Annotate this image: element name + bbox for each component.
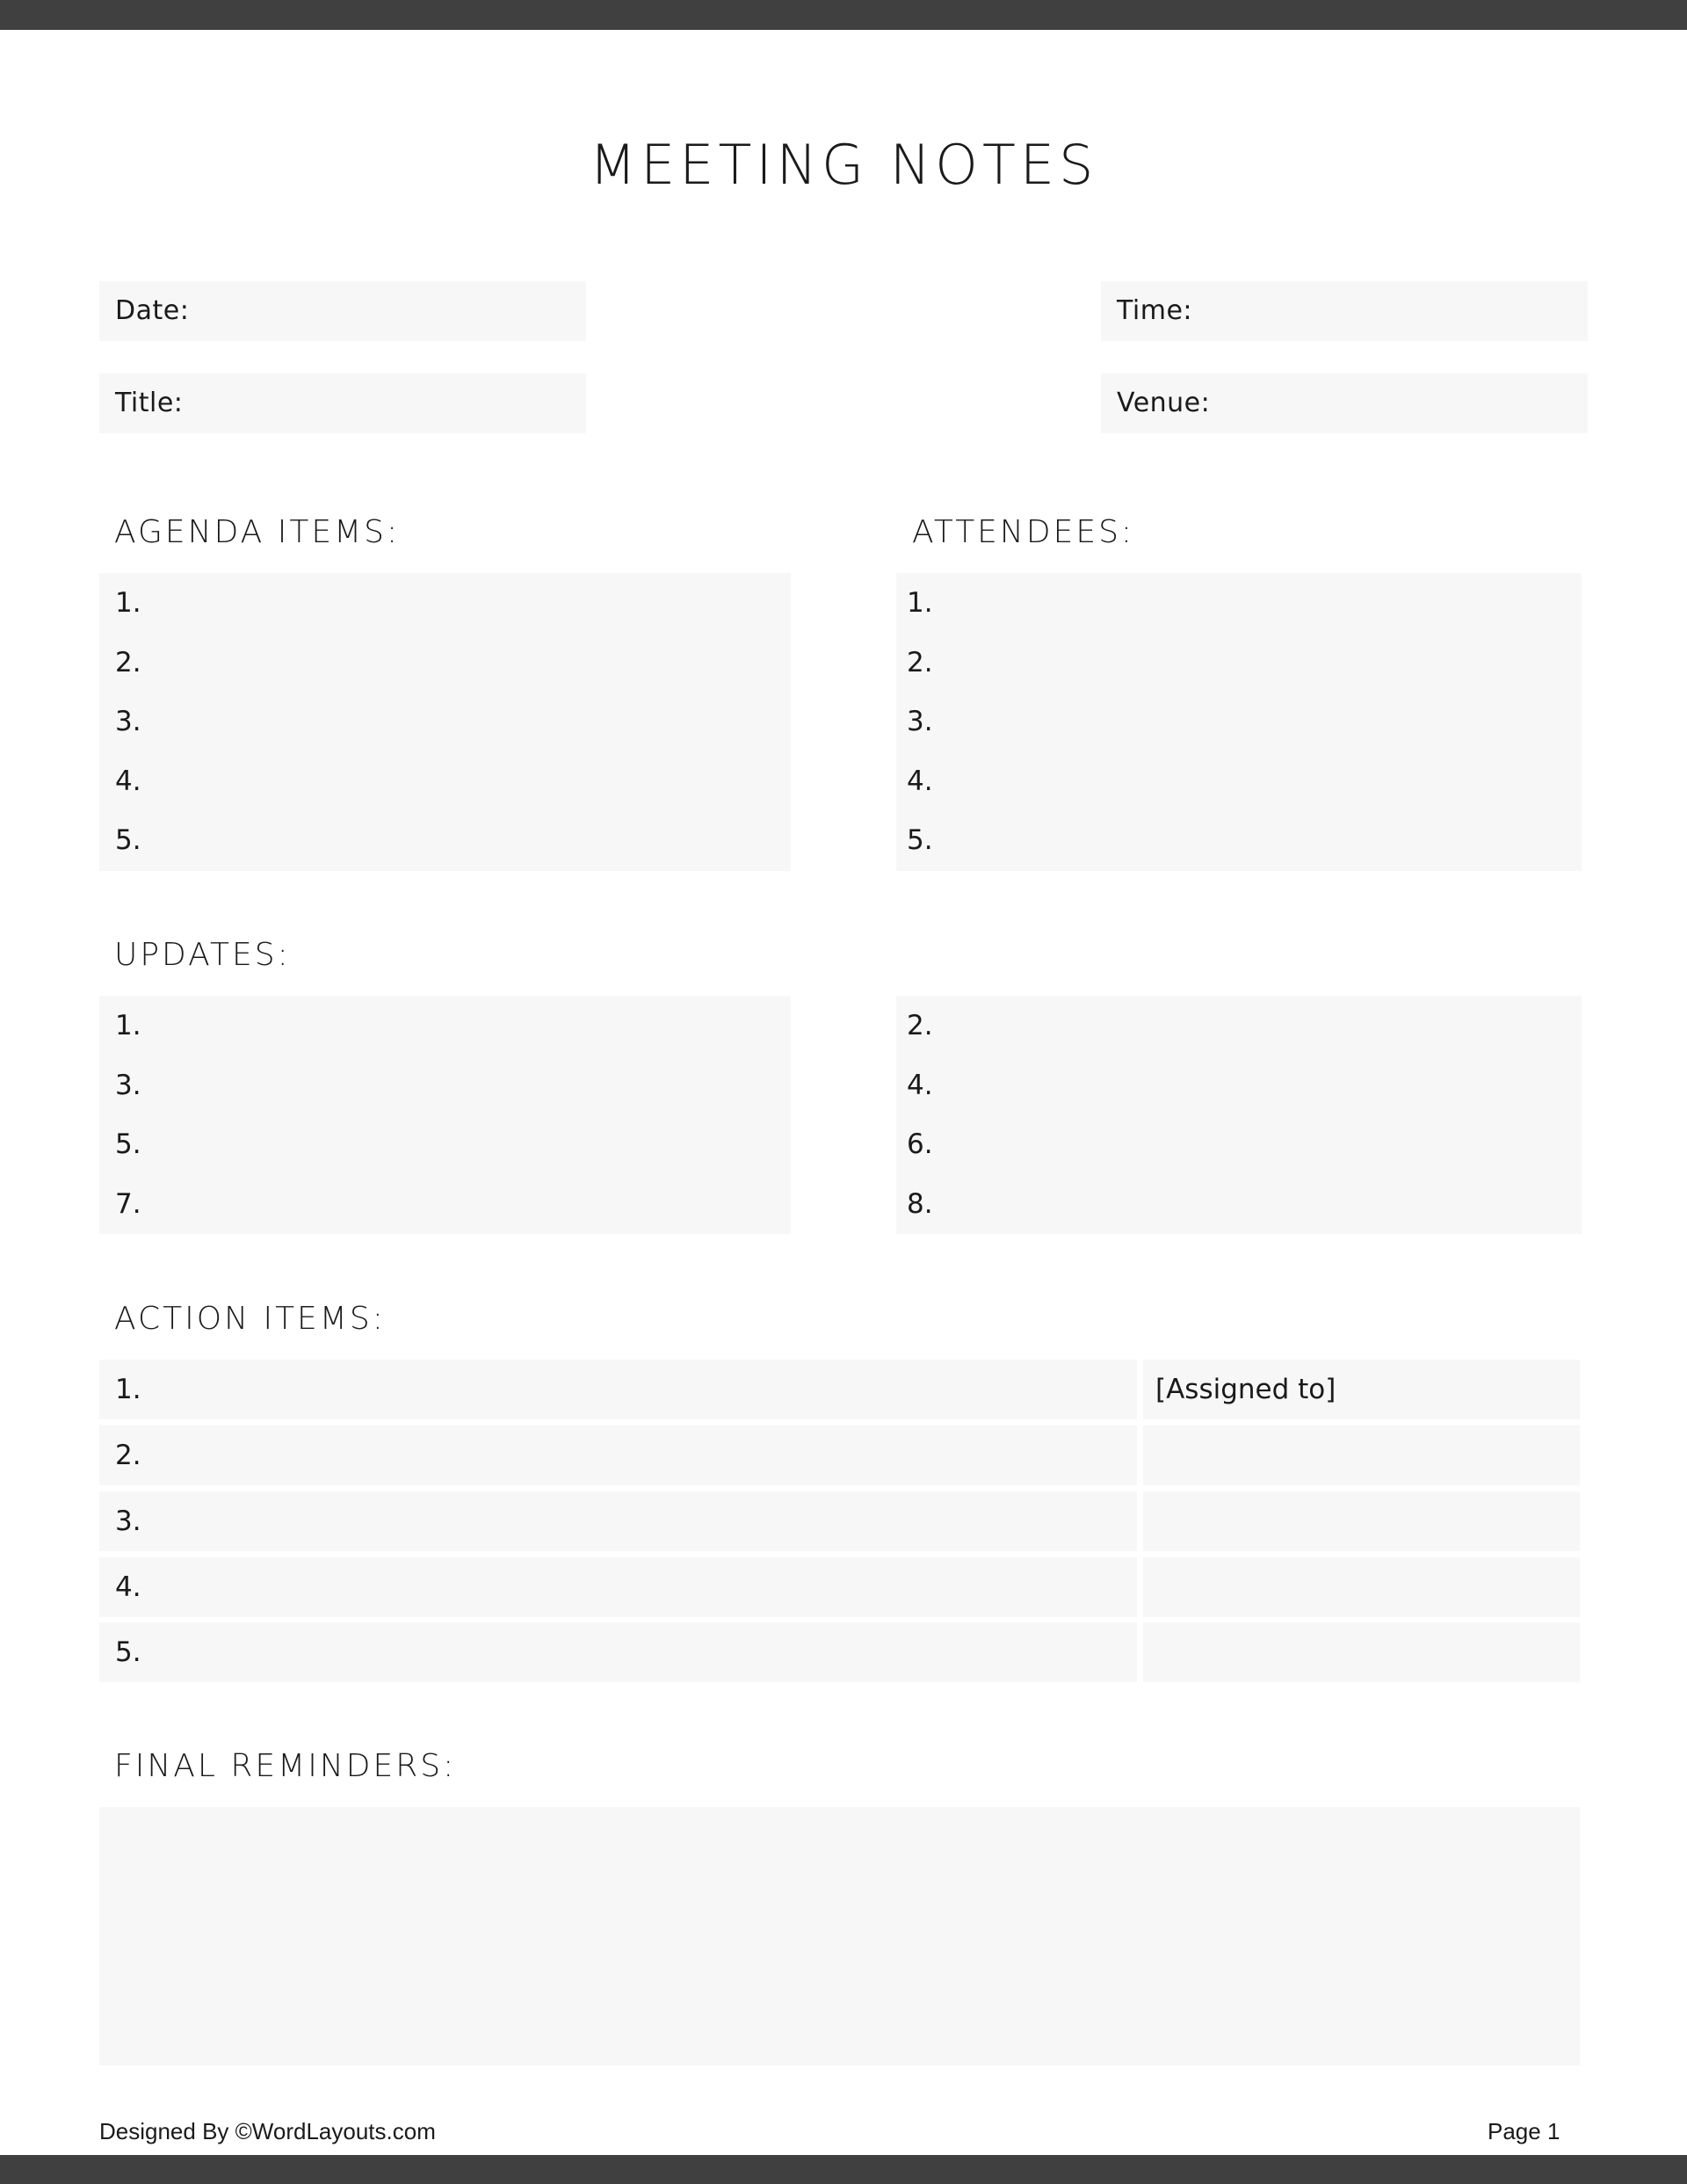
- date-field[interactable]: [99, 281, 586, 341]
- list-item: 5.: [115, 824, 141, 856]
- list-item: 2.: [907, 646, 933, 678]
- list-item: 3.: [115, 1069, 141, 1101]
- assigned-to-cell[interactable]: [1143, 1557, 1580, 1617]
- list-item: 1.: [115, 587, 141, 619]
- title-label: Title:: [115, 388, 184, 418]
- time-field[interactable]: [1101, 281, 1588, 341]
- updates-heading: UPDATES:: [114, 937, 291, 973]
- title-field[interactable]: [99, 374, 586, 433]
- list-item: 5.: [907, 824, 933, 856]
- action-item-cell[interactable]: 3.: [99, 1491, 1137, 1551]
- page-title: MEETING NOTES: [589, 133, 1098, 197]
- action-item-cell[interactable]: 1.: [99, 1360, 1137, 1419]
- list-item: 4.: [115, 765, 141, 797]
- list-item: 2.: [907, 1010, 933, 1041]
- updates-list-right[interactable]: [896, 996, 1582, 1234]
- list-item: 4.: [907, 765, 933, 797]
- venue-label: Venue:: [1117, 388, 1211, 418]
- action-item-cell[interactable]: 4.: [99, 1557, 1137, 1617]
- list-item: 6.: [907, 1128, 933, 1160]
- attendees-list[interactable]: [896, 573, 1582, 871]
- assigned-to-cell[interactable]: [Assigned to]: [1143, 1360, 1580, 1419]
- attendees-heading: ATTENDEES:: [912, 514, 1135, 550]
- list-item: 1.: [115, 1010, 141, 1041]
- venue-field[interactable]: [1101, 374, 1588, 433]
- action-items-heading: ACTION ITEMS:: [114, 1301, 386, 1337]
- agenda-heading: AGENDA ITEMS:: [114, 514, 401, 550]
- final-reminders-box[interactable]: [99, 1807, 1580, 2065]
- list-item: 3.: [115, 706, 141, 737]
- top-bar: [0, 0, 1687, 30]
- page-number: Page 1: [1488, 2118, 1560, 2144]
- list-item: 5.: [115, 1128, 141, 1160]
- bottom-bar: [0, 2155, 1687, 2184]
- footer-credit: Designed By ©WordLayouts.com: [99, 2118, 436, 2144]
- list-item: 3.: [907, 706, 933, 737]
- date-label: Date:: [115, 295, 190, 326]
- assigned-to-cell[interactable]: [1143, 1491, 1580, 1551]
- updates-list-left[interactable]: [99, 996, 791, 1234]
- agenda-list[interactable]: [99, 573, 791, 871]
- list-item: 2.: [115, 646, 141, 678]
- time-label: Time:: [1117, 295, 1193, 326]
- list-item: 1.: [907, 587, 933, 619]
- assigned-to-cell[interactable]: [1143, 1622, 1580, 1682]
- list-item: 8.: [907, 1187, 933, 1220]
- action-item-cell[interactable]: 5.: [99, 1622, 1137, 1682]
- action-item-cell[interactable]: 2.: [99, 1426, 1137, 1485]
- final-reminders-heading: FINAL REMINDERS:: [114, 1748, 457, 1784]
- list-item: 7.: [115, 1187, 141, 1220]
- assigned-to-cell[interactable]: [1143, 1426, 1580, 1485]
- list-item: 4.: [907, 1069, 933, 1101]
